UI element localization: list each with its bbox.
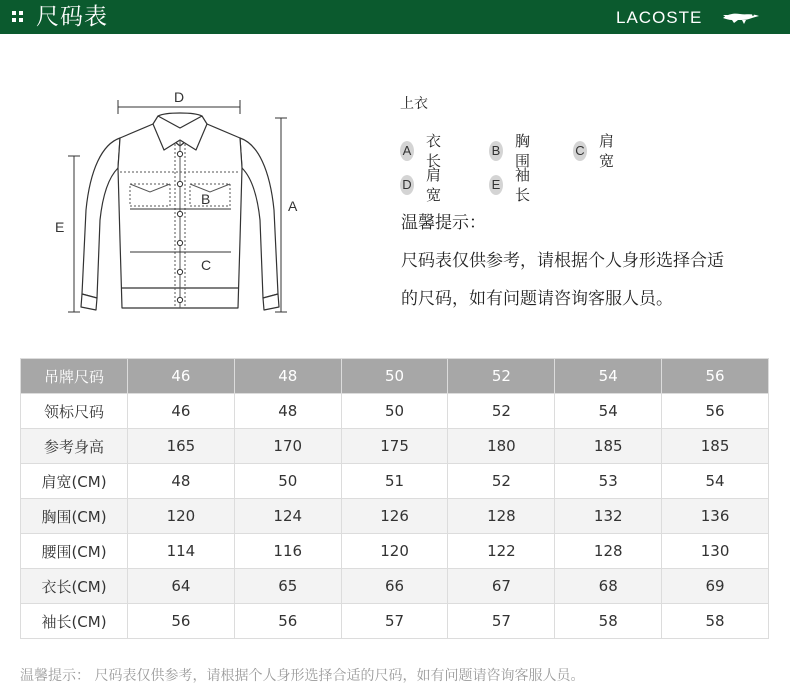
- table-cell: 52: [448, 394, 555, 429]
- legend-label: 袖长: [515, 166, 531, 204]
- tip-line: 尺码表仅供参考，请根据个人身形选择合适: [401, 251, 724, 271]
- table-cell: 136: [662, 499, 769, 534]
- table-row: [21, 394, 769, 429]
- table-cell: 120: [128, 499, 235, 534]
- table-cell: 116: [234, 534, 341, 569]
- table-cell: 57: [448, 604, 555, 639]
- legend-item-d: [400, 165, 447, 205]
- legend-item-c: [573, 131, 620, 171]
- legend-letter: E: [489, 175, 503, 195]
- row-label: 领标尺码: [21, 394, 128, 429]
- tip-title: 温馨提示：: [401, 213, 486, 233]
- row-label: 胸围(CM): [21, 499, 128, 534]
- table-cell: 69: [662, 569, 769, 604]
- table-cell: 58: [555, 604, 662, 639]
- row-label: 腰围(CM): [21, 534, 128, 569]
- legend-item-e: [489, 165, 536, 205]
- jacket-diagram: [50, 80, 310, 320]
- table-cell: 50: [341, 394, 448, 429]
- table-cell: 46: [128, 394, 235, 429]
- header-cell: 56: [662, 359, 769, 394]
- table-cell: 180: [448, 429, 555, 464]
- page-title: 尺码表: [36, 4, 108, 30]
- label-d: D: [174, 89, 185, 105]
- legend-letter: D: [400, 175, 414, 195]
- table-cell: 56: [662, 394, 769, 429]
- table-cell: 120: [341, 534, 448, 569]
- crocodile-logo-icon: [722, 7, 760, 27]
- table-cell: 67: [448, 569, 555, 604]
- header-cell: 54: [555, 359, 662, 394]
- header-cell: 50: [341, 359, 448, 394]
- tip-line: 的尺码，如有问题请咨询客服人员。: [401, 289, 673, 309]
- label-e: E: [55, 219, 65, 235]
- legend-letter: A: [400, 141, 414, 161]
- legend-letter: C: [573, 141, 587, 161]
- table-cell: 53: [555, 464, 662, 499]
- table-cell: 56: [128, 604, 235, 639]
- header-cell: 吊牌尺码: [21, 359, 128, 394]
- table-cell: 185: [662, 429, 769, 464]
- table-cell: 58: [662, 604, 769, 639]
- table-cell: 54: [555, 394, 662, 429]
- table-cell: 48: [128, 464, 235, 499]
- dimension-e: [68, 156, 80, 312]
- table-header-row: [21, 359, 769, 394]
- table-cell: 128: [448, 499, 555, 534]
- table-cell: 50: [234, 464, 341, 499]
- table-cell: 68: [555, 569, 662, 604]
- row-label: 袖长(CM): [21, 604, 128, 639]
- table-cell: 124: [234, 499, 341, 534]
- table-cell: 66: [341, 569, 448, 604]
- header-cell: 46: [128, 359, 235, 394]
- table-cell: 130: [662, 534, 769, 569]
- row-label: 肩宽(CM): [21, 464, 128, 499]
- legend-label: 肩宽: [599, 132, 615, 170]
- table-cell: 64: [128, 569, 235, 604]
- table-row: [21, 429, 769, 464]
- footer-note: 温馨提示： 尺码表仅供参考，请根据个人身形选择合适的尺码，如有问题请咨询客服人员。: [20, 668, 585, 684]
- row-label: 衣长(CM): [21, 569, 128, 604]
- measurement-legend: [400, 94, 615, 204]
- label-c: C: [201, 257, 212, 273]
- legend-label: 胸围: [515, 132, 531, 170]
- table-cell: 54: [662, 464, 769, 499]
- label-a: A: [288, 198, 298, 214]
- table-row: [21, 499, 769, 534]
- row-label: 参考身高: [21, 429, 128, 464]
- brand-name: LACOSTE: [616, 8, 703, 27]
- table-cell: 51: [341, 464, 448, 499]
- table-cell: 185: [555, 429, 662, 464]
- table-cell: 122: [448, 534, 555, 569]
- table-cell: 48: [234, 394, 341, 429]
- table-cell: 114: [128, 534, 235, 569]
- table-cell: 65: [234, 569, 341, 604]
- table-row: [21, 534, 769, 569]
- header-cell: 52: [448, 359, 555, 394]
- legend-label: 肩宽: [426, 166, 442, 204]
- table-cell: 165: [128, 429, 235, 464]
- grid-dots-icon: [12, 11, 24, 23]
- table-cell: 170: [234, 429, 341, 464]
- legend-title: 上衣: [400, 96, 428, 112]
- table-cell: 128: [555, 534, 662, 569]
- table-cell: 175: [341, 429, 448, 464]
- table-row: [21, 604, 769, 639]
- legend-label: 衣长: [426, 132, 442, 170]
- header-cell: 48: [234, 359, 341, 394]
- table-cell: 52: [448, 464, 555, 499]
- table-cell: 126: [341, 499, 448, 534]
- legend-letter: B: [489, 141, 503, 161]
- size-table: [20, 358, 769, 639]
- table-row: [21, 569, 769, 604]
- label-b: B: [201, 191, 211, 207]
- table-cell: 56: [234, 604, 341, 639]
- table-cell: 57: [341, 604, 448, 639]
- header-bar: [0, 0, 790, 34]
- table-row: [21, 464, 769, 499]
- table-cell: 132: [555, 499, 662, 534]
